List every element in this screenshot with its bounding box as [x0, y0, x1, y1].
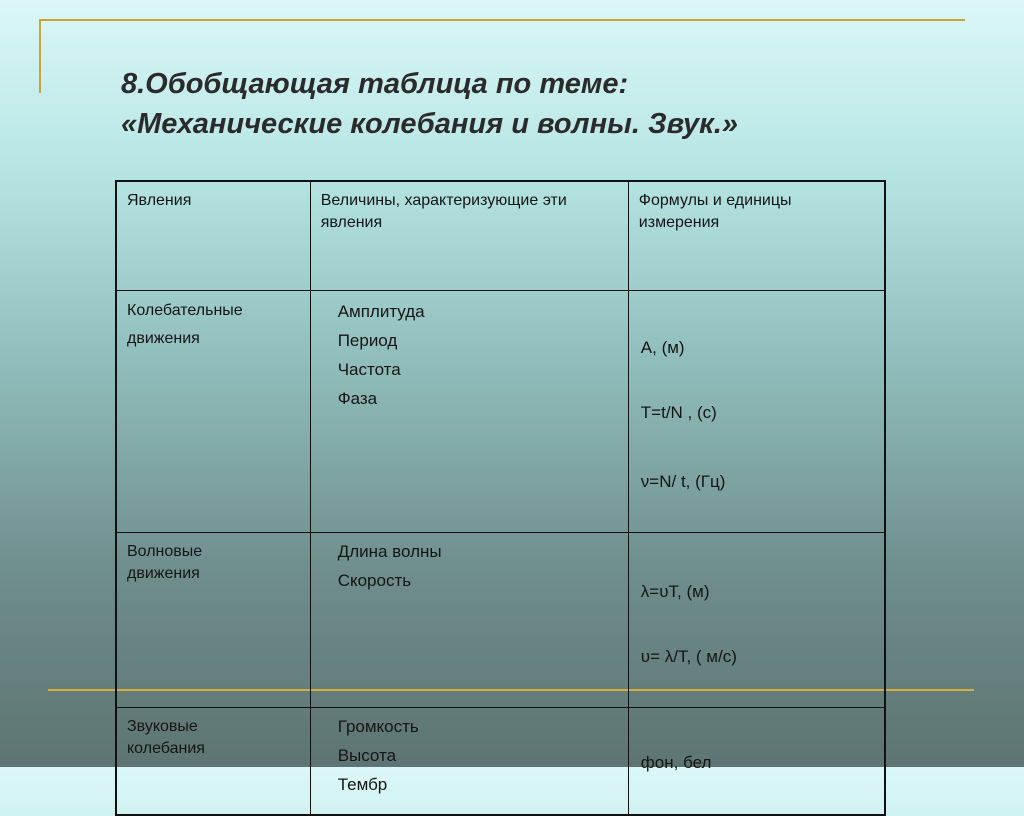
header-text: Явления [127, 192, 192, 209]
phenomenon-text: движения [127, 330, 200, 347]
formulas-cell [628, 291, 885, 533]
formulas-cell [628, 708, 885, 816]
phenomenon-text: Волновые [127, 543, 203, 560]
quantity-item: Период [337, 331, 398, 350]
phenomenon-cell [116, 533, 310, 708]
phenomenon-text: колебания [127, 740, 205, 757]
slide-title-line-1: 8.Обобщающая таблица по теме: [121, 68, 629, 100]
header-text: измерения [638, 214, 720, 231]
phenomenon-text: Колебательные [127, 302, 243, 319]
slide-title-line-2: «Механические колебания и волны. Звук.» [121, 108, 739, 140]
phenomenon-text: Звуковые [127, 718, 198, 735]
formula-item: Т=t/N , (с) [640, 403, 717, 422]
formula-item: А, (м) [640, 338, 685, 357]
quantity-item: Высота [337, 746, 397, 765]
quantity-item: Длина волны [337, 542, 442, 561]
decorative-vertical-line [39, 19, 41, 93]
table-row [116, 291, 885, 533]
table-row [116, 708, 885, 816]
header-cell-formulas [628, 181, 885, 291]
header-text: Величины, характеризующие [320, 192, 539, 209]
slide-title [121, 64, 921, 144]
quantities-cell [310, 708, 628, 816]
phenomenon-cell [116, 291, 310, 533]
formula-item: λ=υТ, (м) [640, 582, 710, 601]
phenomenon-text: движения [127, 565, 200, 582]
formulas-cell [628, 533, 885, 708]
quantity-item: Громкость [337, 717, 419, 736]
summary-table [115, 180, 886, 816]
quantity-item: Фаза [337, 389, 378, 408]
phenomenon-cell [116, 708, 310, 816]
header-cell-quantities [310, 181, 628, 291]
formula-item: фон, бел [640, 753, 712, 772]
table-header-row [116, 181, 885, 291]
header-text: Формулы и единицы [638, 192, 792, 209]
decorative-top-line [39, 19, 965, 21]
formula-item: υ= λ/Т, ( м/с) [640, 647, 737, 666]
header-text: эти явления [320, 192, 567, 231]
quantity-item: Тембр [337, 775, 388, 794]
quantity-item: Амплитуда [337, 302, 425, 321]
table-row [116, 533, 885, 708]
formula-item: ν=N/ t, (Гц) [640, 472, 726, 491]
quantities-cell [310, 533, 628, 708]
quantity-item: Частота [337, 360, 401, 379]
quantities-cell [310, 291, 628, 533]
quantity-item: Скорость [337, 571, 412, 590]
header-cell-phenomena [116, 181, 310, 291]
